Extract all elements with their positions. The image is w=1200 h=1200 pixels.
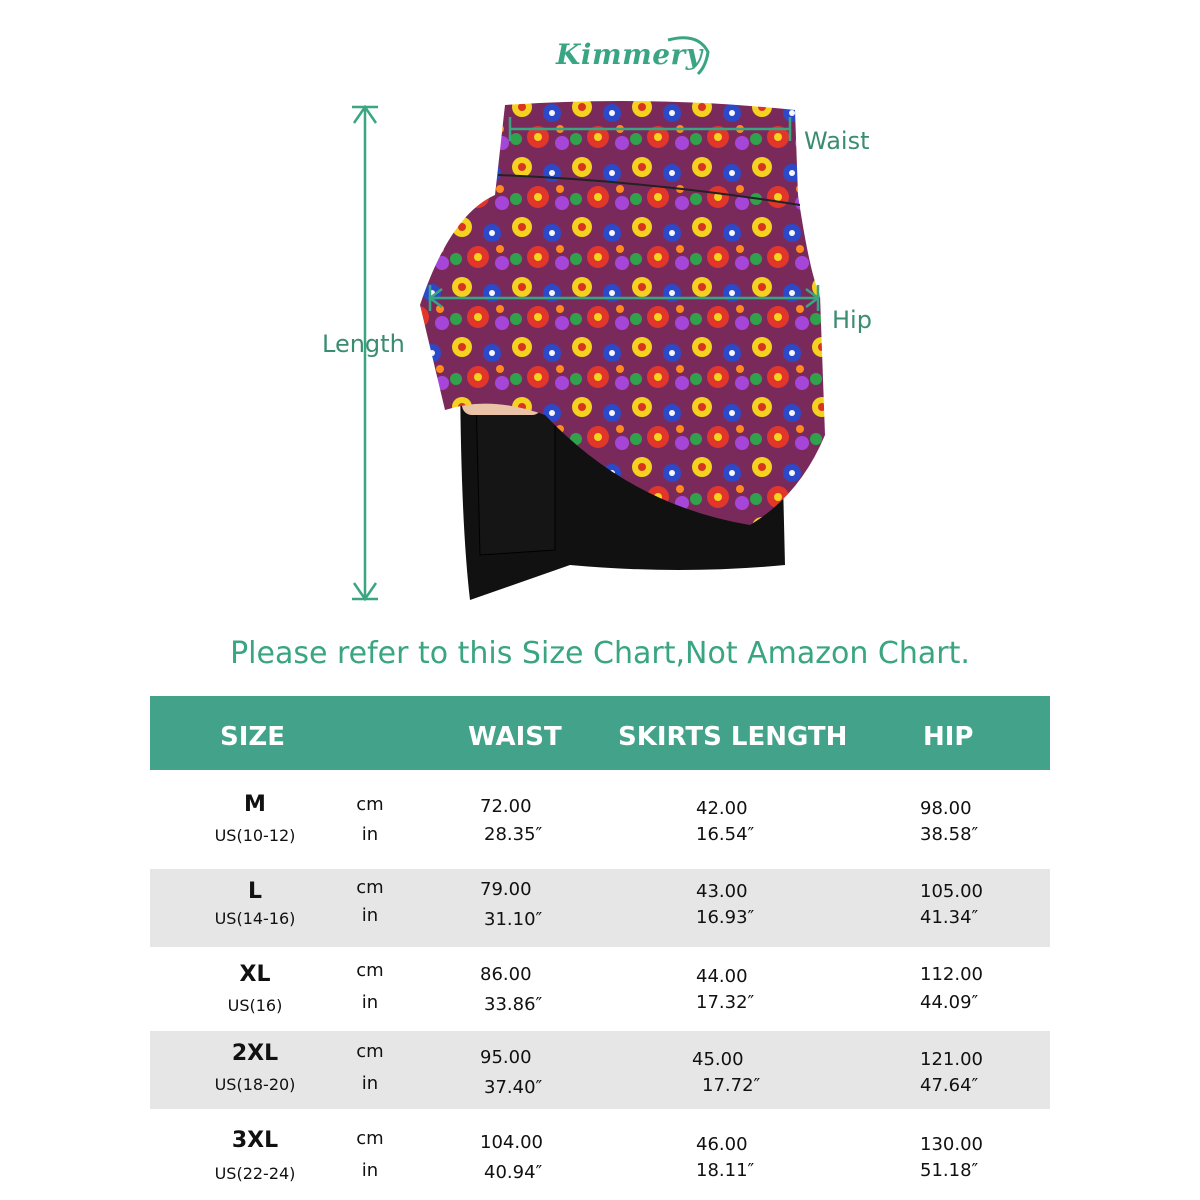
length-in: 16.54″: [696, 824, 755, 845]
hip-in: 41.34″: [920, 907, 979, 928]
waist-cm: 95.00: [480, 1047, 532, 1068]
unit-cm: cm: [356, 1128, 384, 1149]
table-row: [150, 869, 1050, 947]
header-size: SIZE: [220, 722, 286, 752]
hip-label: Hip: [832, 306, 872, 334]
length-cm: 44.00: [696, 966, 748, 987]
waist-cm: 72.00: [480, 796, 532, 817]
hip-cm: 98.00: [920, 798, 972, 819]
size-us: US(16): [227, 996, 283, 1015]
brand-logo: Kimmery: [556, 38, 703, 71]
waist-in: 28.35″: [484, 824, 543, 845]
unit-cm: cm: [356, 877, 384, 898]
hip-cm: 121.00: [920, 1049, 983, 1070]
waist-in: 33.86″: [484, 994, 543, 1015]
waist-label: Waist: [804, 127, 870, 155]
hip-cm: 112.00: [920, 964, 983, 985]
hip-in: 47.64″: [920, 1075, 979, 1096]
size-us: US(18-20): [214, 1075, 296, 1094]
waist-cm: 104.00: [480, 1132, 543, 1153]
hip-in: 44.09″: [920, 992, 979, 1013]
unit-in: in: [361, 1160, 379, 1181]
unit-cm: cm: [356, 794, 384, 815]
length-in: 17.72″: [702, 1075, 761, 1096]
table-row: [150, 790, 1050, 868]
skirt-illustration: [330, 95, 890, 615]
table-row: [150, 952, 1050, 1030]
size-table-header: [150, 696, 1050, 770]
length-in: 16.93″: [696, 907, 755, 928]
length-in: 18.11″: [696, 1160, 755, 1181]
length-label: Length: [322, 330, 405, 358]
header-skirts-length: SKIRTS LENGTH: [618, 722, 848, 752]
hip-in: 38.58″: [920, 824, 979, 845]
size-name: 3XL: [231, 1128, 279, 1153]
unit-in: in: [361, 824, 379, 845]
table-row: [150, 1114, 1050, 1192]
length-cm: 46.00: [696, 1134, 748, 1155]
size-name: M: [244, 792, 266, 817]
header-hip: HIP: [923, 722, 974, 752]
unit-in: in: [361, 905, 379, 926]
waist-in: 37.40″: [484, 1077, 543, 1098]
length-cm: 45.00: [692, 1049, 744, 1070]
size-chart-notice: Please refer to this Size Chart,Not Amazon Chart.: [230, 636, 970, 671]
hip-cm: 105.00: [920, 881, 983, 902]
waist-in: 31.10″: [484, 909, 543, 930]
unit-cm: cm: [356, 960, 384, 981]
waist-cm: 79.00: [480, 879, 532, 900]
header-waist: WAIST: [468, 722, 562, 752]
waist-cm: 86.00: [480, 964, 532, 985]
length-in: 17.32″: [696, 992, 755, 1013]
hip-cm: 130.00: [920, 1134, 983, 1155]
length-cm: 42.00: [696, 798, 748, 819]
size-name: XL: [239, 962, 271, 987]
waist-in: 40.94″: [484, 1162, 543, 1183]
size-us: US(22-24): [214, 1164, 296, 1183]
table-row: [150, 1031, 1050, 1109]
length-cm: 43.00: [696, 881, 748, 902]
size-name: 2XL: [231, 1041, 279, 1066]
hip-in: 51.18″: [920, 1160, 979, 1181]
unit-in: in: [361, 1073, 379, 1094]
unit-cm: cm: [356, 1041, 384, 1062]
unit-in: in: [361, 992, 379, 1013]
size-us: US(10-12): [214, 826, 296, 845]
size-us: US(14-16): [214, 909, 296, 928]
size-name: L: [247, 879, 263, 904]
